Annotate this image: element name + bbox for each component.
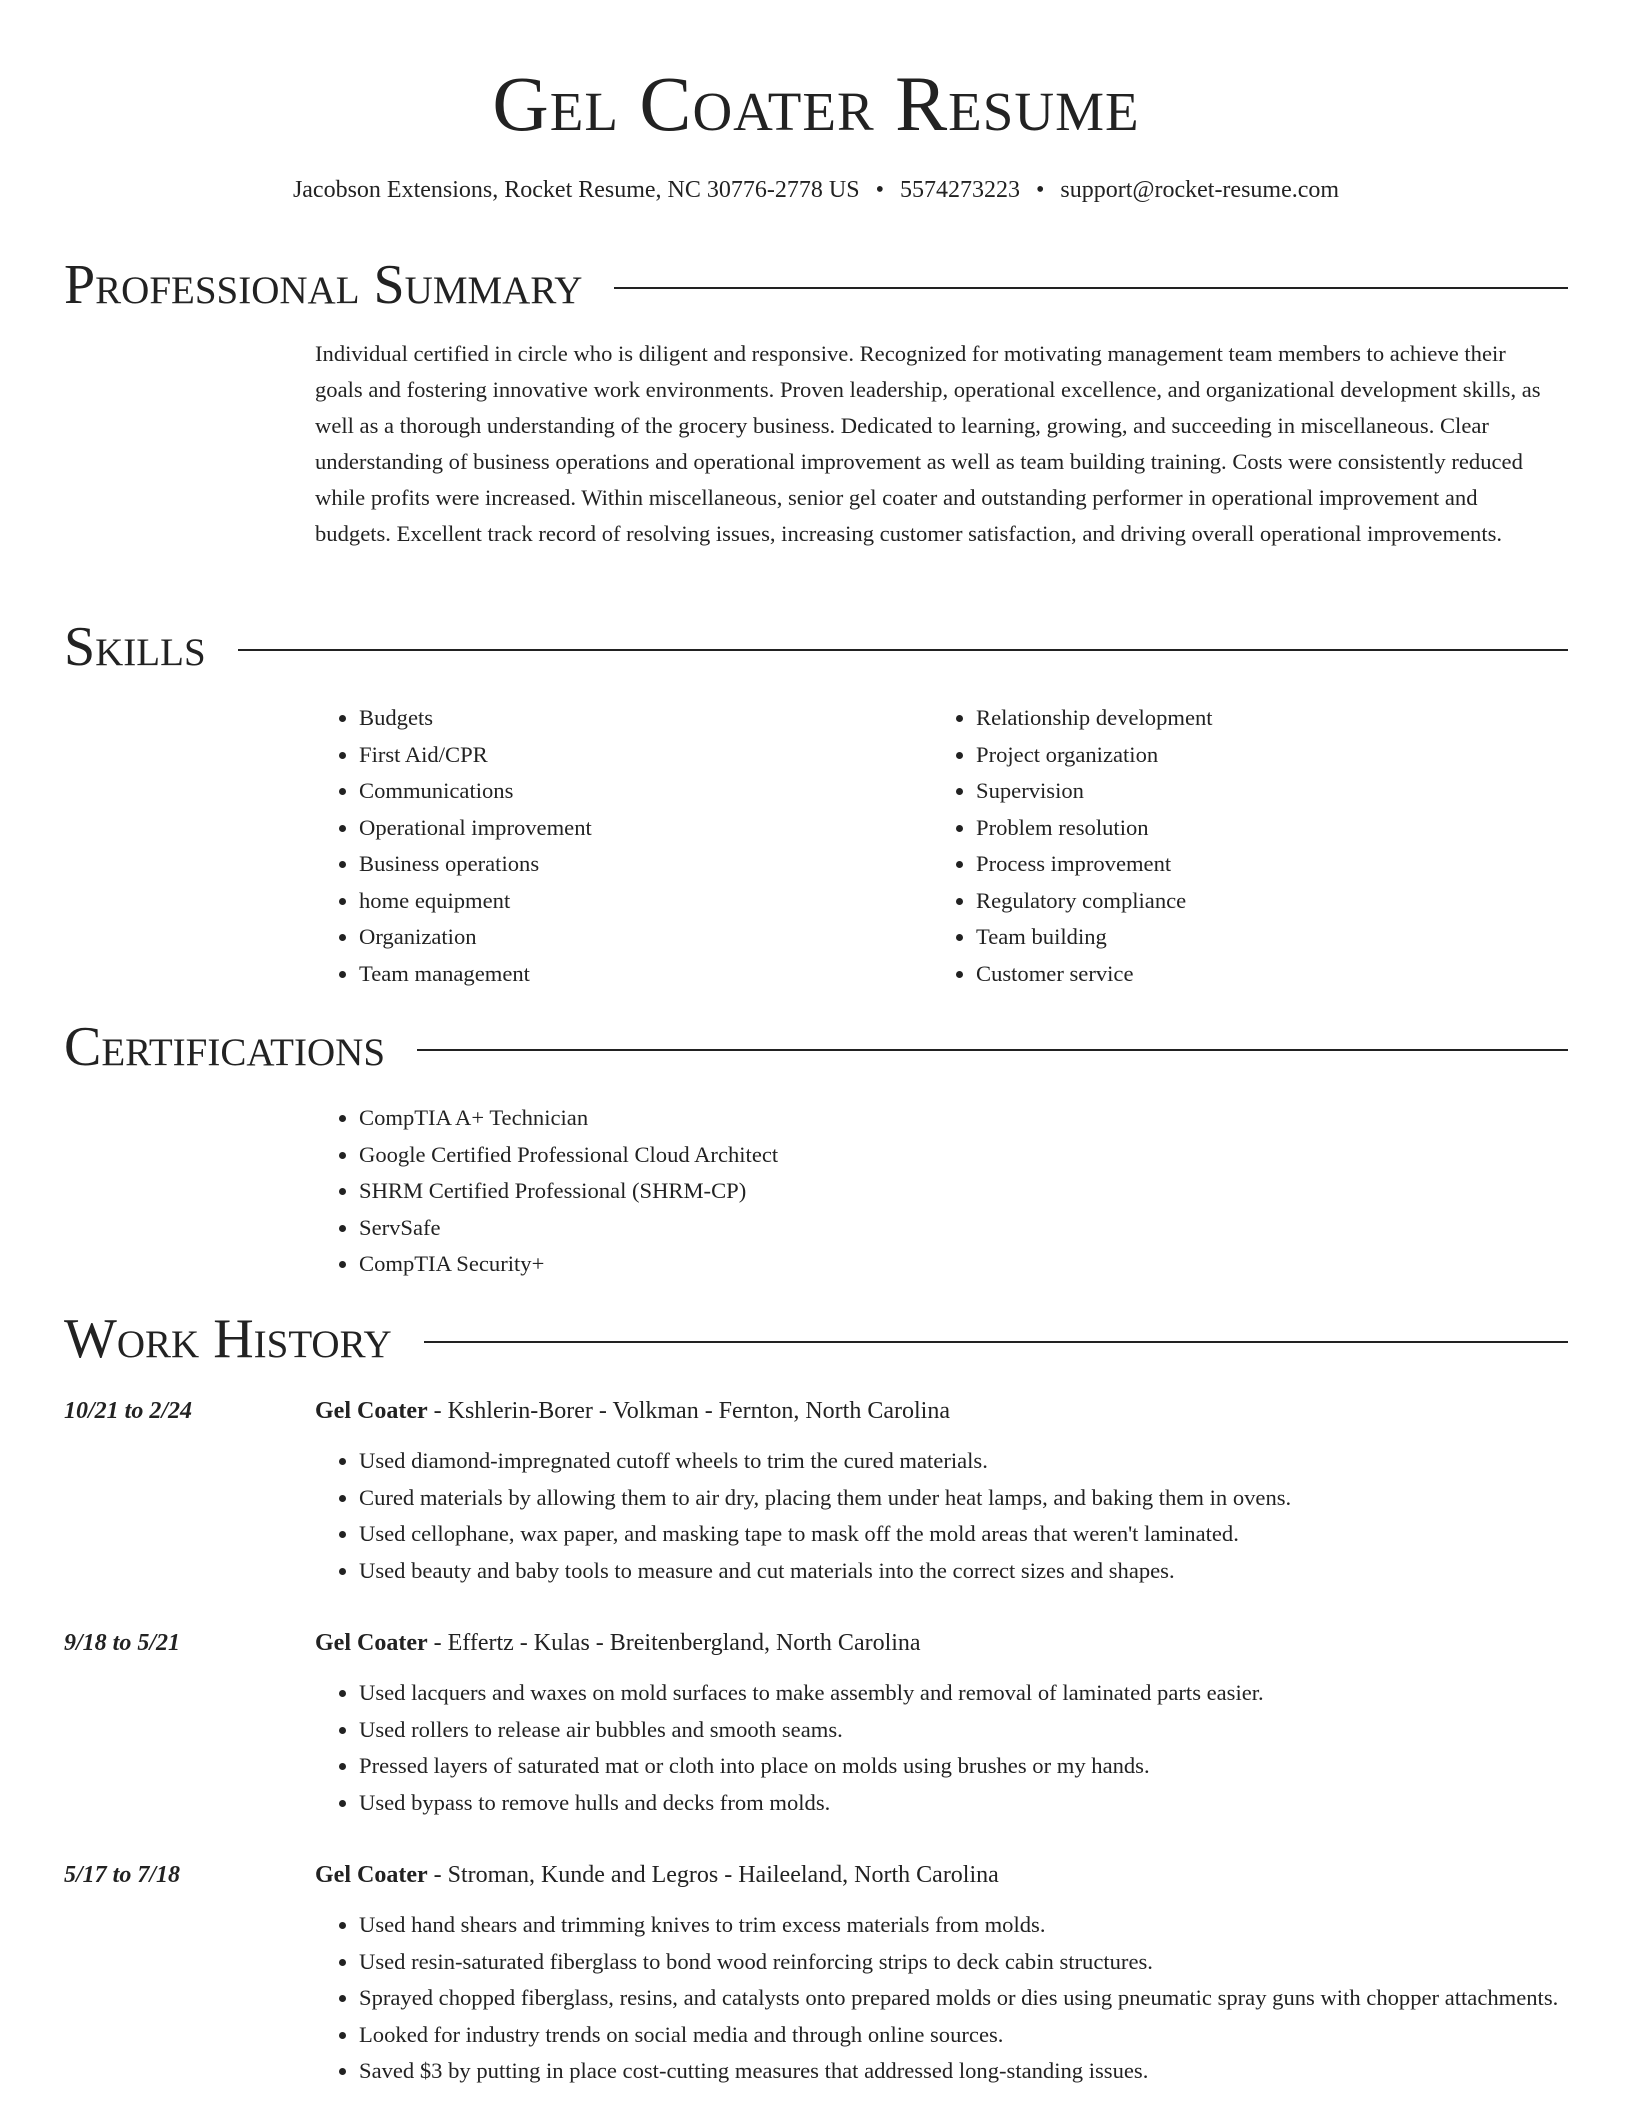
separator-dot: • <box>1035 177 1045 203</box>
skill-item: • Business operations <box>359 846 875 883</box>
skill-item: • Regulatory compliance <box>976 883 1492 920</box>
address: Jacobson Extensions, Rocket Resume, NC 30776-2778 US <box>292 177 860 203</box>
skills-section-header <box>64 612 1568 682</box>
skill-item: • Project organization <box>976 737 1492 774</box>
job-title: Gel Coater <box>315 1862 428 1888</box>
skill-item: • Organization <box>359 919 875 956</box>
job-duty-item: • Used bypass to remove hulls and decks from molds. <box>359 1785 1609 1822</box>
skills-right-column <box>932 700 1492 992</box>
skill-item: • First Aid/CPR <box>359 737 875 774</box>
skill-item: • Customer service <box>976 956 1492 993</box>
job-heading <box>315 1393 950 1429</box>
job-heading <box>315 1625 921 1661</box>
skills-left-column <box>315 700 875 992</box>
job-employer-location: - Effertz - Kulas - Breitenbergland, North Carolina <box>427 1630 921 1656</box>
job-duties-list <box>315 1675 1609 1821</box>
certifications-section-header <box>64 1012 1568 1082</box>
job-duty-item: • Used diamond-impregnated cutoff wheels to trim the cured materials. <box>359 1443 1609 1480</box>
job-duty-item: • Sprayed chopped fiberglass, resins, and catalysts onto prepared molds or dies using pneumatic spray guns with chopper attachments. <box>359 1980 1609 2017</box>
skill-item: • home equipment <box>359 883 875 920</box>
phone-number: 5574273223 <box>899 177 1020 203</box>
job-employer-location: - Kshlerin-Borer - Volkman - Fernton, North Carolina <box>427 1398 950 1424</box>
job-duty-item: • Pressed layers of saturated mat or cloth into place on molds using brushes or my hands. <box>359 1748 1609 1785</box>
certification-item: • ServSafe <box>359 1210 1215 1247</box>
skills-list-left <box>315 700 875 992</box>
skill-item: • Problem resolution <box>976 810 1492 847</box>
job-duty-item: • Cured materials by allowing them to air dry, placing them under heat lamps, and baking them in ovens. <box>359 1480 1609 1517</box>
skill-item: • Relationship development <box>976 700 1492 737</box>
section-divider <box>614 287 1568 289</box>
skill-item: • Communications <box>359 773 875 810</box>
job-duty-item: • Used resin-saturated fiberglass to bond wood reinforcing strips to deck cabin structures. <box>359 1944 1609 1981</box>
certifications-block <box>315 1100 1215 1283</box>
summary-section-header <box>64 250 1568 320</box>
job-title: Gel Coater <box>315 1630 428 1656</box>
job-duty-item: • Saved $3 by putting in place cost-cutting measures that addressed long-standing issues. <box>359 2053 1609 2090</box>
job-employer-location: - Stroman, Kunde and Legros - Haileeland, North Carolina <box>427 1862 999 1888</box>
job-duty-item: • Used hand shears and trimming knives to trim excess materials from molds. <box>359 1907 1609 1944</box>
job-duty-item: • Looked for industry trends on social media and through online sources. <box>359 2017 1609 2054</box>
skill-item: • Team building <box>976 919 1492 956</box>
skills-heading: Skills <box>64 616 206 678</box>
job-dates: 10/21 to 2/24 <box>64 1398 193 1424</box>
certification-item: • CompTIA A+ Technician <box>359 1100 1215 1137</box>
summary-text: Individual certified in circle who is diligent and responsive. Recognized for motivating management team members to achieve their goals and fostering innovative work environments. Proven leadership, operational excellence, and organizational development skills, as well as a thorough understanding of the grocery business. Dedicated to learning, growing, and succeeding in miscellaneous. Clear understanding of business operations and operational improvement as well as team building training. Costs were consistently reduced while profits were increased. Within miscellaneous, senior gel coater and outstanding performer in operational improvement and budgets. Excellent track record of resolving issues, increasing customer satisfaction, and driving overall operational improvements. <box>315 341 1541 546</box>
job-duty-item: • Used beauty and baby tools to measure and cut materials into the correct sizes and shapes. <box>359 1553 1609 1590</box>
section-divider <box>238 649 1568 651</box>
resume-title: Gel Coater Resume <box>492 60 1140 147</box>
job-dates: 5/17 to 7/18 <box>64 1862 181 1888</box>
job-title: Gel Coater <box>315 1398 428 1424</box>
work-history-section-header <box>64 1304 1568 1374</box>
job-duties-list <box>315 1443 1609 1589</box>
skill-item: • Operational improvement <box>359 810 875 847</box>
skill-item: • Budgets <box>359 700 875 737</box>
job-duty-item: • Used rollers to release air bubbles and smooth seams. <box>359 1712 1609 1749</box>
section-divider <box>424 1341 1568 1343</box>
section-divider <box>417 1049 1568 1051</box>
skills-list-right <box>932 700 1492 992</box>
job-dates: 9/18 to 5/21 <box>64 1630 181 1656</box>
job-duty-item: • Used lacquers and waxes on mold surfaces to make assembly and removal of laminated parts easier. <box>359 1675 1609 1712</box>
work-history-heading: Work History <box>64 1308 392 1370</box>
certification-item: • SHRM Certified Professional (SHRM-CP) <box>359 1173 1215 1210</box>
summary-heading: Professional Summary <box>64 254 583 316</box>
job-heading <box>315 1857 999 1893</box>
certification-item: • CompTIA Security+ <box>359 1246 1215 1283</box>
skill-item: • Team management <box>359 956 875 993</box>
email-address: support@rocket-resume.com <box>1060 177 1340 203</box>
certifications-list <box>315 1100 1215 1283</box>
separator-dot: • <box>875 177 884 203</box>
job-duty-item: • Used cellophane, wax paper, and masking tape to mask off the mold areas that weren't laminated. <box>359 1516 1609 1553</box>
skill-item: • Supervision <box>976 773 1492 810</box>
certification-item: • Google Certified Professional Cloud Architect <box>359 1137 1215 1174</box>
certifications-heading: Certifications <box>64 1016 386 1078</box>
contact-line <box>64 172 1568 208</box>
skill-item: • Process improvement <box>976 846 1492 883</box>
job-duties-list <box>315 1907 1609 2090</box>
